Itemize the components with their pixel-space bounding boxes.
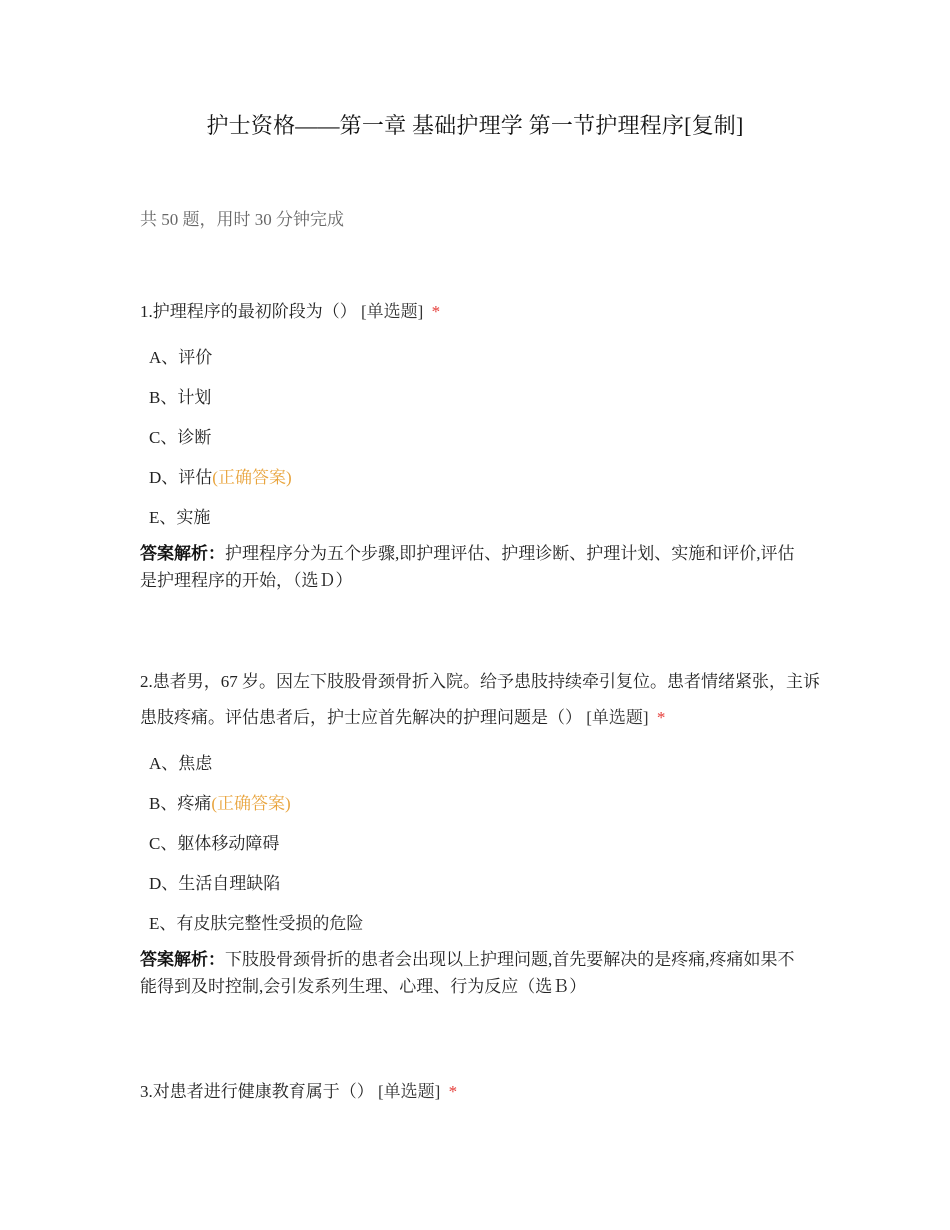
option-label: E、实施 (149, 508, 211, 527)
option-e[interactable] (140, 904, 820, 944)
correct-answer-note: (正确答案) (212, 468, 292, 487)
question-type-tag: [单选题] (586, 708, 649, 727)
question-1 (140, 294, 820, 594)
option-a[interactable] (140, 744, 820, 784)
option-label: B、疼痛 (149, 794, 212, 813)
option-label: C、躯体移动障碍 (149, 834, 280, 853)
option-e[interactable] (140, 498, 820, 538)
option-label: B、计划 (149, 388, 212, 407)
option-label: A、焦虑 (149, 754, 213, 773)
option-a[interactable] (140, 338, 820, 378)
analysis-text: 下肢股骨颈骨折的患者会出现以上护理问题,首先要解决的是疼痛,疼痛如果不能得到及时控制,会引发系列生理、心理、行为反应（选Ｂ） (140, 950, 795, 996)
option-d[interactable] (140, 864, 820, 904)
answer-analysis (140, 540, 810, 594)
question-stem: 3.对患者进行健康教育属于（） (140, 1082, 374, 1101)
required-mark: * (431, 302, 441, 321)
question-text (140, 664, 820, 736)
option-label: E、有皮肤完整性受损的危险 (149, 914, 364, 933)
option-c[interactable] (140, 824, 820, 864)
option-label: C、诊断 (149, 428, 212, 447)
question-text (140, 294, 820, 330)
question-text (140, 1074, 820, 1110)
question-type-tag: [单选题] (361, 302, 424, 321)
question-2 (140, 664, 820, 1000)
quiz-summary: 共 50 题，用时 30 分钟完成 (140, 210, 344, 229)
correct-answer-note: (正确答案) (211, 794, 291, 813)
question-stem: 2.患者男，67 岁。因左下肢股骨颈骨折入院。给予患肢持续牵引复位。患者情绪紧张，主诉患肢疼痛。评估患者后，护士应首先解决的护理问题是（） (140, 672, 820, 727)
analysis-text: 护理程序分为五个步骤,即护理评估、护理诊断、护理计划、实施和评价,评估是护理程序的开始，（选Ｄ） (140, 544, 795, 590)
question-type-tag: [单选题] (378, 1082, 441, 1101)
required-mark: * (448, 1082, 458, 1101)
answer-analysis (140, 946, 810, 1000)
question-3 (140, 1074, 820, 1110)
analysis-label: 答案解析： (140, 544, 225, 563)
option-b[interactable] (140, 784, 820, 824)
option-list (140, 744, 820, 944)
option-label: D、生活自理缺陷 (149, 874, 281, 893)
option-c[interactable] (140, 418, 820, 458)
analysis-label: 答案解析： (140, 950, 225, 969)
option-label: A、评价 (149, 348, 213, 367)
option-label: D、评估 (149, 468, 213, 487)
option-list (140, 338, 820, 538)
option-d[interactable] (140, 458, 820, 498)
required-mark: * (656, 708, 666, 727)
page-title: 护士资格——第一章 基础护理学 第一节护理程序[复制] (206, 113, 744, 138)
question-stem: 1.护理程序的最初阶段为（） (140, 302, 357, 321)
option-b[interactable] (140, 378, 820, 418)
